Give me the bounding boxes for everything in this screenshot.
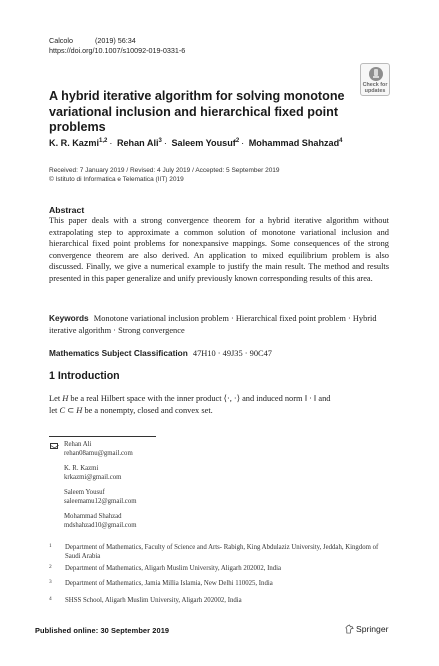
history-dates: Received: 7 January 2019 / Revised: 4 July 2019 / Accepted: 5 September 2019	[49, 167, 280, 174]
author: Saleem Yousuf$^2$	[171, 138, 240, 148]
contact-entry	[64, 489, 137, 506]
intro-paragraph: Let H be a real Hilbert space with the inner product ⟨·, ·⟩ and induced norm ‖ · ‖ and let C ⊂ H be a nonempty, closed and convex set.	[49, 394, 331, 415]
msc-classification	[49, 348, 272, 358]
envelope-icon	[50, 443, 58, 449]
contact-email[interactable]: krkazmi@gmail.com	[64, 473, 122, 481]
springer-horse-icon	[345, 624, 354, 634]
keywords-label: Keywords	[49, 313, 89, 323]
affiliation-number: 1	[49, 543, 52, 549]
abstract-heading: Abstract	[49, 205, 85, 215]
contact-entry	[64, 441, 133, 458]
copyright-line: © Istituto di Informatica e Telematica (IIT) 2019	[49, 176, 184, 184]
keywords-text: Monotone variational inclusion problem · Hierarchical fixed point problem · Hybrid iterative algorithm · Strong convergence	[49, 314, 377, 335]
springer-logo	[345, 624, 388, 634]
author: Rehan Ali$^3$	[116, 138, 162, 148]
published-online: Published online: 30 September 2019	[35, 626, 170, 635]
affiliation-text: Department of Mathematics, Faculty of Science and Arts- Rabigh, King Abdulaziz University, Jeddah, Kingdom of Saudi Arabia	[65, 544, 379, 560]
publisher-name: Springer	[356, 624, 389, 634]
bookmark-icon	[369, 67, 383, 81]
affiliation-number: 3	[49, 579, 52, 585]
journal-header	[49, 36, 185, 55]
contact-email[interactable]: saleemamu12@gmail.com	[64, 497, 137, 505]
affiliation-text: SHSS School, Aligarh Muslim University, Aligarh 202002, India	[65, 597, 242, 604]
badge-line-2: updates	[364, 87, 386, 94]
badge-line-1: Check for	[362, 82, 388, 88]
journal-name: Calcolo	[49, 36, 73, 45]
contact-name: Saleem Yousuf	[64, 489, 105, 496]
journal-citation-line	[49, 36, 185, 46]
msc-label: Mathematics Subject Classification	[49, 348, 188, 358]
paper-title: A hybrid iterative algorithm for solving monotone variational inclusion and hierarchical fixed point problems	[49, 89, 345, 134]
doi-link[interactable]: https://doi.org/10.1007/s10092-019-0331-6	[49, 45, 186, 55]
contact-entry	[64, 465, 121, 482]
contact-name: K. R. Kazmi	[64, 465, 99, 472]
author-list: K. R. Kazmi$^{1,2}$ · Rehan Ali$^3$ · Saleem Yousuf$^2$ · Mohammad Shahzad$^4$	[49, 138, 343, 148]
affiliation-text: Department of Mathematics, Jamia Millia Islamia, New Delhi 110025, India	[65, 580, 273, 587]
publication-dates	[49, 166, 280, 184]
contact-email[interactable]: rehan08amu@gmail.com	[64, 449, 133, 457]
affiliation-number: 4	[49, 596, 52, 602]
author: Mohammad Shahzad$^4$	[248, 138, 343, 148]
section-heading: 1 Introduction	[49, 370, 120, 382]
check-for-updates-badge[interactable]	[360, 63, 390, 96]
abstract-text: This paper deals with a strong convergence theorem for a hybrid iterative algorithm without extrapolating step to approximate a common solution of monotone variational inclusion and hierarchical fixed point problems for nonexpansive mappings. Some consequences of the strong convergence theorem are also derived. An application to mixed equilibrium problem is also discussed. Finally, we give a numerical example to justify the main result. The method and results presented in this paper generalize and unify previously known corresponding results of this area.	[49, 216, 389, 283]
affiliation-number: 2	[49, 564, 52, 570]
footnote-divider	[49, 436, 156, 437]
contact-email[interactable]: mdshahzad10@gmail.com	[64, 521, 137, 529]
affiliation-text: Department of Mathematics, Aligarh Muslim University, Aligarh 202002, India	[65, 565, 282, 572]
author: K. R. Kazmi$^{1,2}$	[49, 138, 108, 148]
contact-entry	[64, 513, 137, 530]
msc-codes: 47H10 · 49J35 · 90C47	[192, 349, 272, 358]
contact-name: Rehan Ali	[64, 441, 92, 448]
keywords	[49, 313, 389, 336]
contact-name: Mohammad Shahzad	[64, 513, 122, 520]
journal-citation: (2019) 56:34	[94, 36, 136, 45]
